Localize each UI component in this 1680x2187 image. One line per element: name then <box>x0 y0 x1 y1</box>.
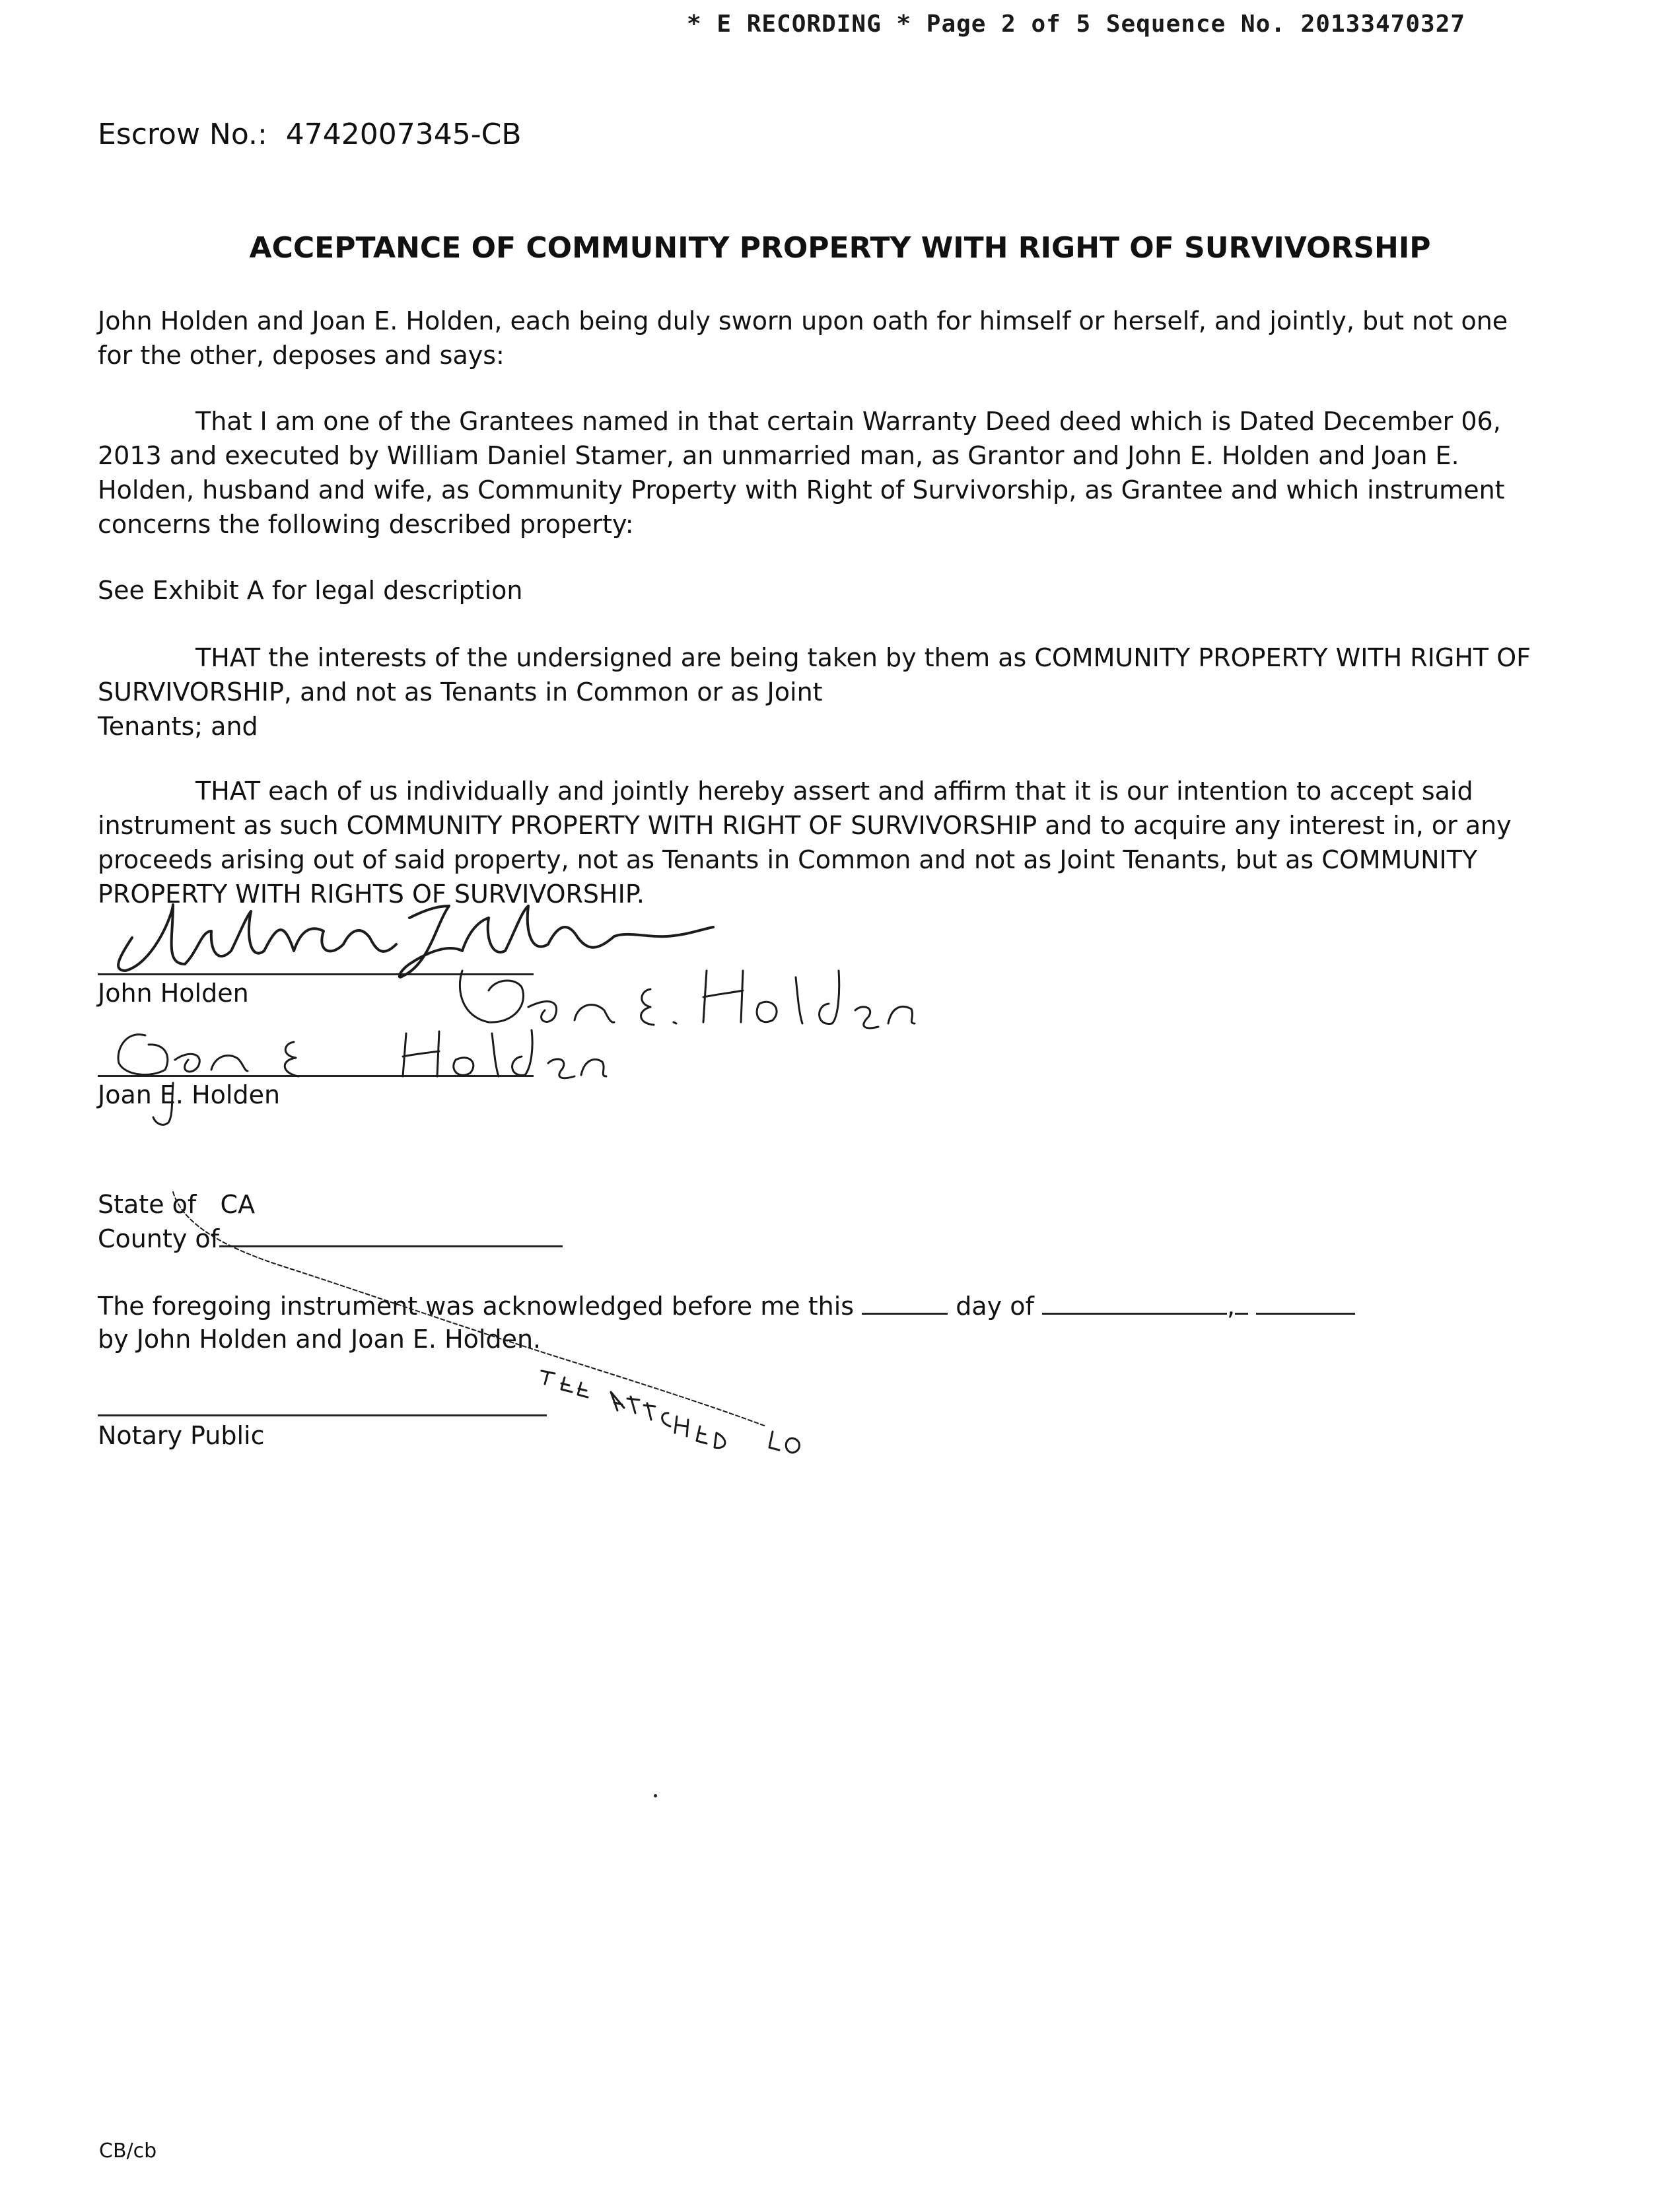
document-title: ACCEPTANCE OF COMMUNITY PROPERTY WITH RIGHT OF SURVIVORSHIP <box>249 231 1431 265</box>
handwritten-note-see-attached <box>542 1371 800 1453</box>
signer-name-joan: Joan E. Holden <box>98 1080 281 1109</box>
recording-stamp: * E RECORDING * Page 2 of 5 Sequence No. 20133470327 <box>687 11 1466 38</box>
notary-signature-line <box>98 1414 547 1416</box>
interests-paragraph: THAT the interests of the undersigned are being taken by them as COMMUNITY PROPERTY WITH RIGHT OF SURVIVORSHIP, and not as Tenants in Common or as Joint <box>98 643 1531 707</box>
grantees-paragraph: That I am one of the Grantees named in that certain Warranty Deed deed which is Dated December 06, 2013 and executed by William Daniel Stamer, an unmarried man, as Grantor and John E. Holden and Joan E. Holden, husband and wife, as Community Property with Right of Survivorship, as Grantee and which instrument concerns the following described property: <box>98 407 1505 539</box>
signature-john-holden-1 <box>118 905 396 971</box>
year-blank-b <box>1256 1313 1355 1315</box>
signer-name-john: John Holden <box>98 979 249 1008</box>
stray-mark <box>654 1794 657 1797</box>
escrow-label: Escrow No.: <box>98 118 267 151</box>
signature-line-joan <box>98 1075 534 1077</box>
intro-paragraph: John Holden and Joan E. Holden, each being duly sworn upon oath for himself or herself, and jointly, but not one for the other, deposes and says: <box>98 306 1508 370</box>
state-value: CA <box>220 1190 256 1219</box>
state-line <box>98 1190 255 1219</box>
interests-paragraph-continued: Tenants; and <box>98 712 258 741</box>
notary-public-label: Notary Public <box>98 1421 265 1450</box>
escrow-number: 4742007345-CB <box>285 118 522 151</box>
affirmation-paragraph: THAT each of us individually and jointly hereby assert and affirm that it is our intention to accept said instrument as such COMMUNITY PROPERTY WITH RIGHT OF SURVIVORSHIP and to acquire any interest in, or any proceeds arising out of said property, not as Tenants in Common and not as Joint Tenants, but as COMMUNITY PROPERTY WITH RIGHTS OF SURVIVORSHIP. <box>98 777 1512 909</box>
acknowledgment-text: The foregoing instrument was acknowledged before me this <box>98 1292 855 1321</box>
acknowledgment-by-line: by John Holden and Joan E. Holden. <box>98 1325 542 1354</box>
month-blank <box>1042 1313 1227 1315</box>
day-blank <box>862 1313 948 1315</box>
acknowledgment-line <box>98 1292 1355 1321</box>
day-of-label: day of <box>956 1292 1034 1321</box>
signature-john-holden-2 <box>400 906 713 977</box>
county-line <box>98 1224 563 1253</box>
signature-joan-holden-1 <box>460 971 915 1028</box>
signature-joan-holden-2 <box>118 1030 606 1078</box>
county-label: County of <box>98 1224 220 1253</box>
year-blank-a <box>1235 1313 1248 1315</box>
county-blank <box>219 1245 563 1247</box>
state-label: State of <box>98 1190 197 1219</box>
date-comma: , <box>1226 1292 1236 1321</box>
signature-line-john <box>98 973 534 975</box>
footer-initials: CB/cb <box>99 2139 157 2163</box>
exhibit-reference: See Exhibit A for legal description <box>98 576 523 605</box>
escrow-number-line <box>98 118 522 151</box>
